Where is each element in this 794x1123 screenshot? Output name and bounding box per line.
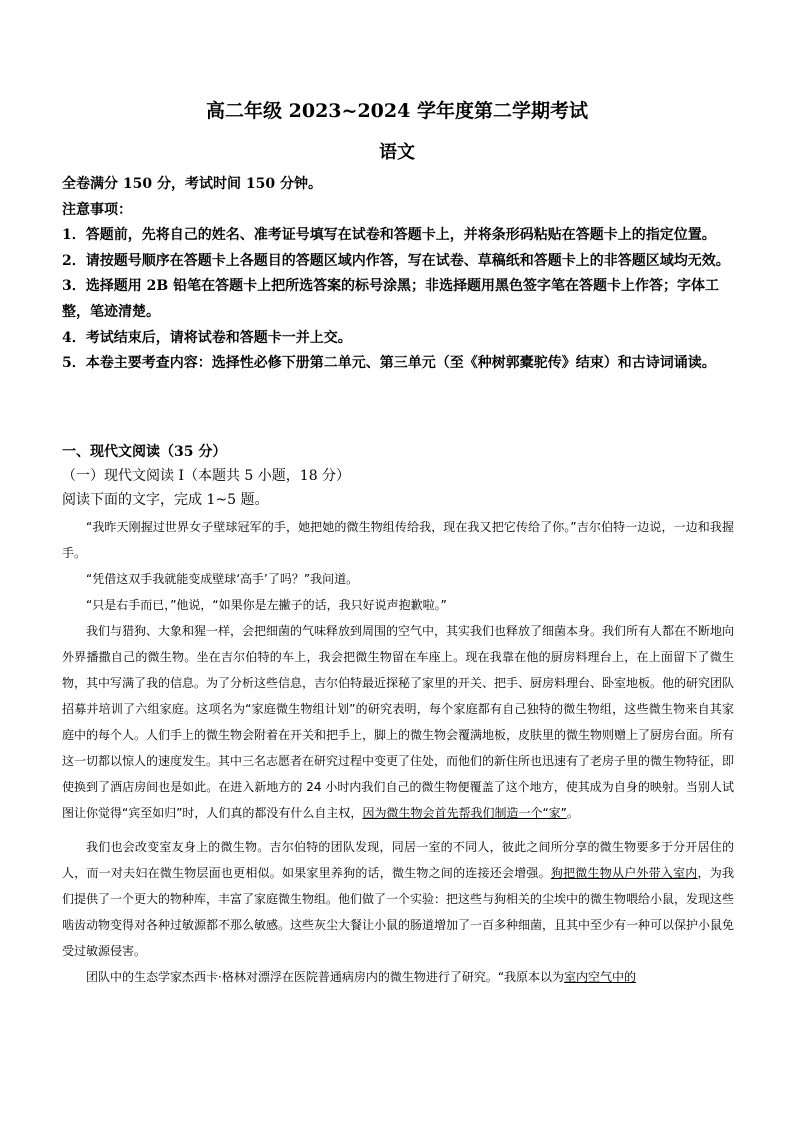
passage-paragraph-2: “凭借这双手我就能变成壁球‘高手’了吗？”我问道。 bbox=[86, 572, 359, 586]
reading-passage bbox=[62, 514, 734, 990]
notice-item-5: 5．本卷主要考查内容：选择性必修下册第二单元、第三单元（至《种树郭橐驼传》结束）和古诗词诵读。 bbox=[62, 355, 716, 372]
paragraph-5-text-b: ，为我们提供了一个更大的物种库，丰富了家庭微生物组。他们做了一个实验：把这些与狗相关的尘埃中的微生物喂给小鼠，发现这些啮齿动物变得对各种过敏源都不那么敏感。这些灰尘大餐让小鼠的肠道增加了一百多种细菌，且其中至少有一种可以保护小鼠免受过敏源侵害。 bbox=[62, 866, 735, 958]
section-instruction: 阅读下面的文字，完成 1~5 题。 bbox=[62, 492, 269, 508]
passage-paragraph-1: “我昨天刚握过世界女子壁球冠军的手，她把她的微生物组传给我，现在我又把它传给了你。”吉尔伯特一边说，一边和我握手。 bbox=[62, 520, 734, 560]
notice-item-3: 3．选择题用 2B 铅笔在答题卡上把所选答案的标号涂黑；非选择题用黑色签字笔在答题卡上作答；字体工整，笔迹清楚。 bbox=[62, 278, 720, 320]
paragraph-4-text: 我们与猎狗、大象和猩一样，会把细菌的气味释放到周围的空气中，其实我们也释放了细菌本身。我们所有人都在不断地向外界播撒自己的微生物。坐在吉尔伯特的车上，我会把微生物留在车座上。现在我靠在他的厨房料理台上，在上面留下了微生物，其中写满了我的信息。为了分析这些信息，吉尔伯特最近探秘了家里的开关、把手、厨房料理台、卧室地板。他的研究团队招募并培训了六组家庭。这项名为“家庭微生物组计划”的研究表明，每个家庭都有自己独特的微生物组，这些微生物来自其家庭中的每个人。人们手上的微生物会附着在开关和把手上，脚上的微生物会覆满地板，皮肤里的微生物则赠上了厨房台面。所有这一切都以惊人的速度发生。其中三名志愿者在研究过程中变更了住处，而他们的新住所也迅速有了老房子里的微生物特征，即使换到了酒店房间也是如此。在进入新地方的 24 小时内我们自己的微生物便覆盖了这个地方，使其成为自身的映射。当别人试图让你觉得“宾至如归”时，人们真的都没有什么自主权， bbox=[62, 624, 735, 820]
paragraph-6-text: 团队中的生态学家杰西卡·格林对漂浮在医院普通病房内的微生物进行了研究。“我原本以为 bbox=[86, 970, 565, 984]
subject-title: 语文 bbox=[379, 142, 415, 163]
section-heading: 一、现代文阅读（35 分） bbox=[62, 444, 227, 460]
notice-heading: 注意事项： bbox=[62, 201, 132, 218]
passage-paragraph-6 bbox=[62, 964, 734, 990]
underlined-sentence-1: 因为微生物会首先帮我们制造一个“家” bbox=[362, 806, 567, 820]
paragraph-5-text-a: 我们也会改变室友身上的微生物。吉尔伯特的团队发现，同居一室的不同人，彼此之间所分享的微生物要多于分开居住的人，而一对夫妇在微生物层面也更相似。如果家里养狗的话，微生物之间的连接还会增强。 bbox=[62, 840, 734, 880]
underlined-sentence-3: 室内空气中的 bbox=[564, 970, 637, 984]
paragraph-4-end: 。 bbox=[566, 806, 579, 820]
exam-title: 高二年级 2023~2024 学年度第二学期考试 bbox=[206, 100, 588, 122]
passage-paragraph-5 bbox=[62, 834, 734, 964]
notice-item-1: 1．答题前，先将自己的姓名、准考证号填写在试卷和答题卡上，并将条形码粘贴在答题卡上的指定位置。 bbox=[62, 227, 716, 244]
notice-item-2: 2．请按题号顺序在答题卡上各题目的答题区域内作答，写在试卷、草稿纸和答题卡上的非答题区域均无效。 bbox=[62, 252, 730, 269]
underlined-sentence-2: 狗把微生物从户外带入室内 bbox=[550, 866, 698, 880]
passage-paragraph-3: “只是右手而已，”他说，“如果你是左撇子的话，我只好说声抱歉啦。” bbox=[86, 598, 447, 612]
exam-notice bbox=[62, 172, 734, 377]
passage-paragraph-4 bbox=[62, 618, 734, 826]
notice-item-4: 4．考试结束后，请将试卷和答题卡一并上交。 bbox=[62, 329, 352, 346]
section-sub-heading: （一）现代文阅读 I（本题共 5 小题，18 分） bbox=[62, 468, 351, 484]
full-score-line: 全卷满分 150 分，考试时间 150 分钟。 bbox=[62, 176, 322, 192]
section-header bbox=[62, 440, 734, 512]
